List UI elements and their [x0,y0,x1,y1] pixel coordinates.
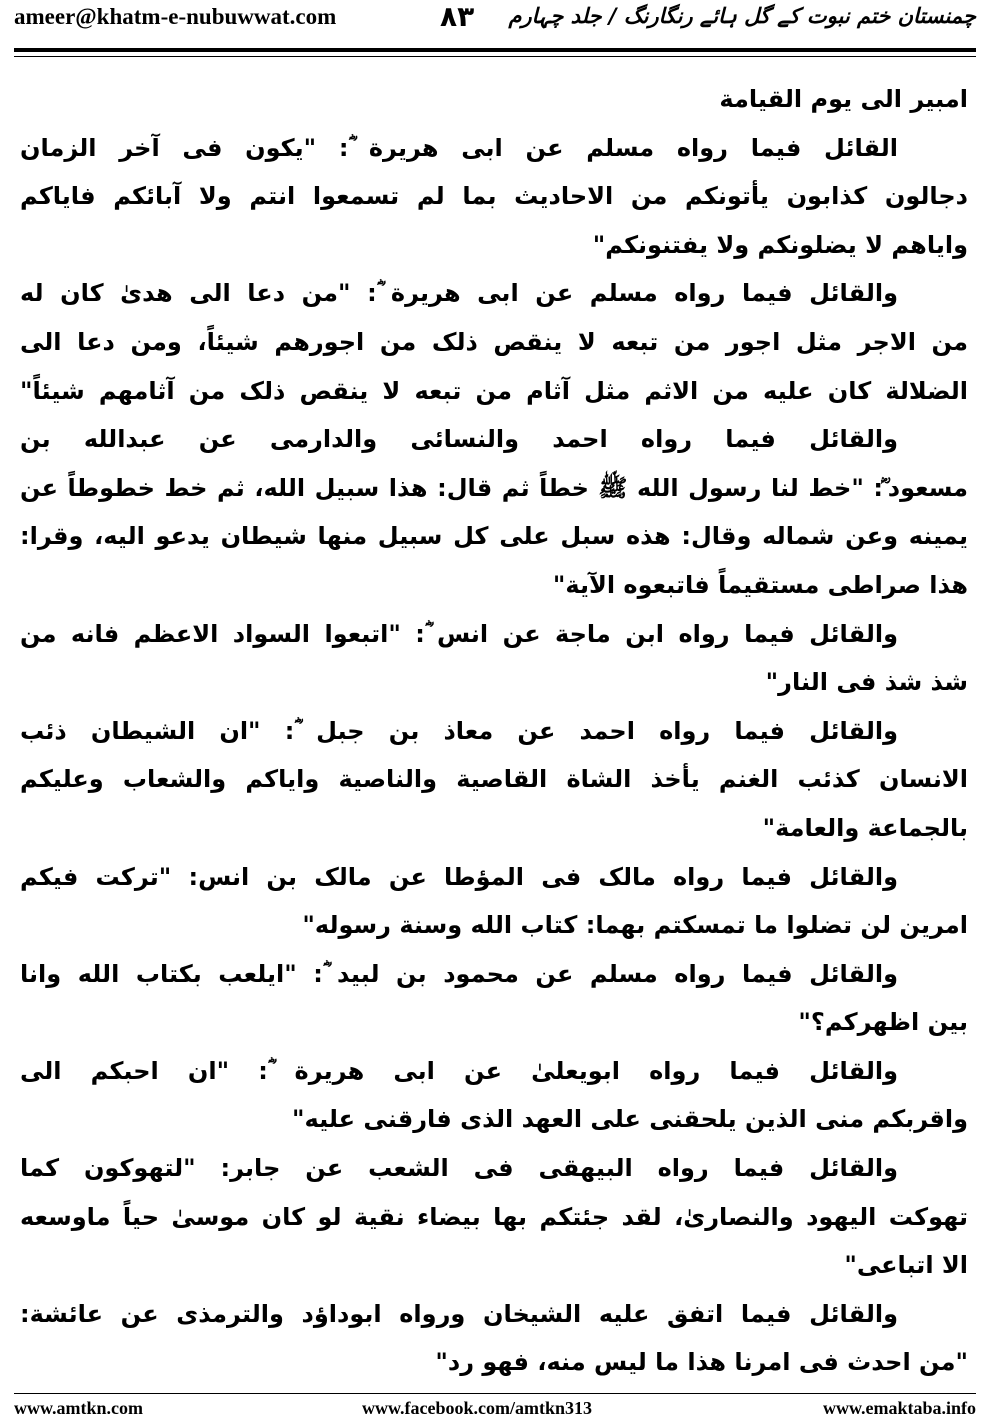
text-line: امبیر الی یوم القیامة [719,85,968,113]
text-line: واقربکم منی الذین یلحقنی علی العهد الذی فارقنی علیه" [292,1105,968,1134]
text-line: والقائل فیما رواه مسلم عن ابی هریرة ؓ: "من دعا الی هدیٰ کان له [20,279,898,308]
text-line: دجالون کذابون یأتونکم من الاحادیث بما لم تسمعوا انتم ولا آبائکم فایاکم [20,182,968,211]
text-line: الضلالة کان علیه من الاثم مثل آثام من تبعه لا ینقص ذلک من آثامهم شیئاً" [20,376,968,405]
text-line: یمینه وعن شماله وقال: هذه سبل علی کل سبیل منها شیطان یدعو الیه، وقرا: [20,522,968,551]
text-line: هذا صراطی مستقیماً فاتبعوه الآیة" [552,570,968,599]
text-line: امرین لن تضلوا ما تمسکتم بهما: کتاب الله وسنة رسوله" [302,911,968,940]
footer-link-right: www.emaktaba.info [822,1398,976,1418]
header-rule-thick [14,48,976,52]
book-title: چمنستان ختم نبوت کے گل ہائے رنگارنگ / جلد چہارم [508,4,976,28]
text-line: والقائل فیما رواه ابن ماجة عن انس ؓ: "اتبعوا السواد الاعظم فانه من [20,619,898,648]
page-body [20,76,968,1388]
text-line: "من احدث فی امرنا هذا ما لیس منه، فهو رد" [435,1348,968,1377]
footer-link-center: www.facebook.com/amtkn313 [362,1398,592,1418]
text-line: تهوکت الیهود والنصاریٰ، لقد جئتکم بها بیضاء نقیة لو کان موسیٰ حیاً ماوسعه [20,1202,968,1231]
text-line: والقائل فیما رواه احمد والنسائی والدارمی عن عبدالله بن [20,425,898,454]
text-line: والقائل فیما رواه مسلم عن محمود بن لبید ؓ: "ایلعب بکتاب الله وانا [20,959,898,988]
text-line: بالجماعة والعامة" [762,813,968,842]
text-line: الانسان کذئب الغنم یأخذ الشاة القاصیة والناصیة وایاکم والشعاب وعلیکم [20,765,968,794]
text-line: مسعود ؓ: "خط لنا رسول الله ﷺ خطاً ثم قال: هذا سبیل الله، ثم خط خطوطاً عن [20,473,968,502]
text-line: والقائل فیما اتفق علیه الشیخان ورواه ابوداؤد والترمذی عن عائشة: [20,1299,898,1328]
page-header [0,0,990,50]
page-number: ۸۳ [440,0,475,33]
header-email: ameer@khatm-e-nubuwwat.com [14,4,337,29]
header-rule-thin [14,56,976,57]
text-line: والقائل فیما رواه احمد عن معاذ بن جبل ؓ: "ان الشیطان ذئب [20,716,898,745]
footer-rule [14,1393,976,1394]
text-line: الا اتباعی" [844,1251,968,1280]
text-line: والقائل فیما رواه ابویعلیٰ عن ابی هریرة ؓ: "ان احبکم الی [20,1056,898,1085]
text-line: بین اظهرکم؟" [798,1008,968,1037]
footer-link-left: www.amtkn.com [14,1398,143,1418]
text-line: من الاجر مثل اجور من تبعه لا ینقص ذلک من اجورهم شیئاً، ومن دعا الی [20,327,968,356]
text-line: والقائل فیما رواه البیهقی فی الشعب عن جابر: "لتهوکون کما [20,1154,898,1183]
text-line: وایاهم لا یضلونکم ولا یفتنونکم" [592,230,968,259]
text-line: القائل فیما رواه مسلم عن ابی هریرة ؓ: "یکون فی آخر الزمان [20,133,898,162]
text-line: والقائل فیما رواه مالک فی المؤطا عن مالک بن انس: "ترکت فیکم [20,862,898,891]
text-line: شذ شذ فی النار" [765,668,968,697]
